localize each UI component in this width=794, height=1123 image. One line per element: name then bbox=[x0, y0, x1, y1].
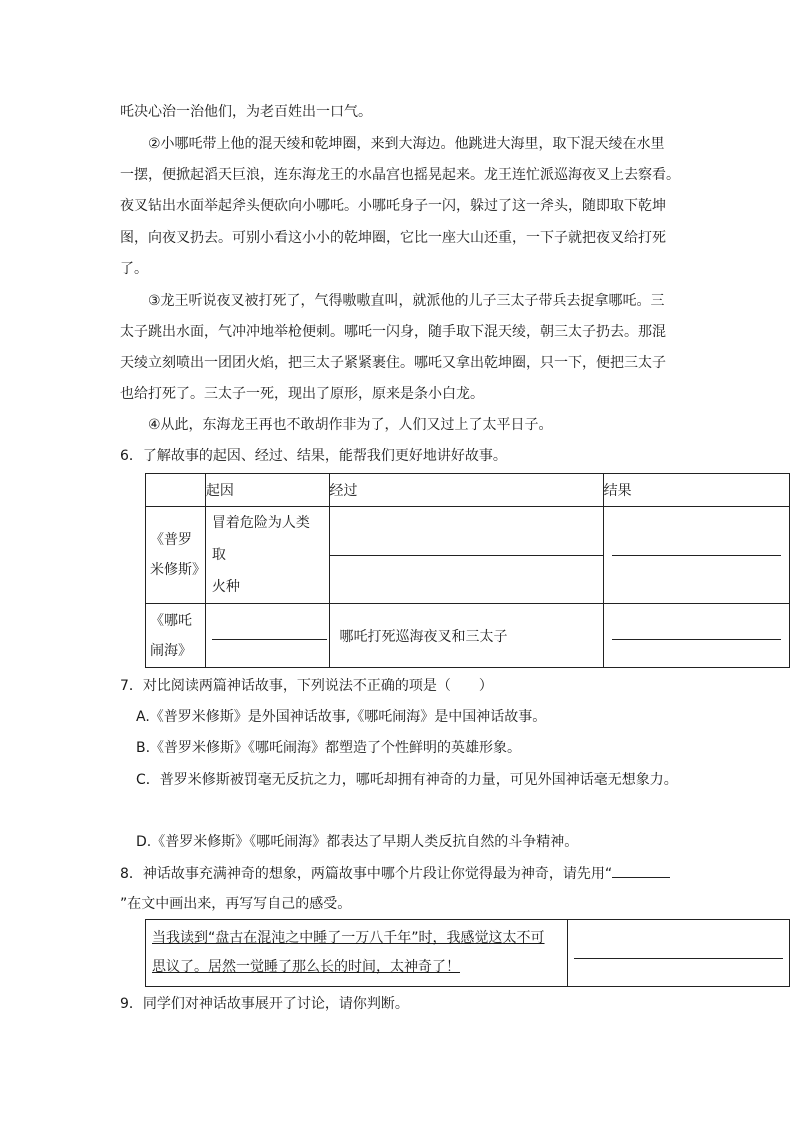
answer-blank[interactable] bbox=[574, 958, 783, 959]
question-7-prompt: 7．对比阅读两篇神话故事，下列说法不正确的项是（ ） bbox=[120, 678, 493, 694]
row-label-line: 闹海》 bbox=[150, 642, 192, 659]
example-answer-cell bbox=[146, 920, 568, 987]
table-header-cause: 起因 bbox=[205, 474, 329, 507]
question-8-prompt bbox=[120, 863, 670, 884]
passage-line: ②小哪吒带上他的混天绫和乾坤圈，来到大海边。他跳进大海里，取下混天绫在水里 bbox=[148, 136, 665, 152]
option-b[interactable]: B.《普罗米修斯》《哪吒闹海》都塑造了个性鲜明的英雄形象。 bbox=[136, 740, 522, 756]
passage-line: 夜叉钻出水面举起斧头便砍向小哪吒。小哪吒身子一闪，躲过了这一斧头，随即取下乾坤 bbox=[120, 198, 666, 214]
table-header-cell bbox=[146, 474, 206, 507]
example-answer-line: 当我读到“盘古在混沌之中睡了一万八千年”时，我感觉这太不可 bbox=[152, 930, 545, 946]
example-answer-line: 思议了。居然一觉睡了那么长的时间，太神奇了！ bbox=[152, 959, 460, 975]
answer-blank[interactable] bbox=[212, 639, 327, 640]
passage-line: 天绫立刻喷出一团团火焰，把三太子紧紧裹住。哪吒又拿出乾坤圈，只一下，便把三太子 bbox=[120, 355, 666, 371]
question-6-prompt: 6．了解故事的起因、经过、结果，能帮我们更好地讲好故事。 bbox=[120, 448, 507, 464]
answer-blank[interactable] bbox=[330, 555, 603, 556]
question-8-text: 8．神话故事充满神奇的想象，两篇故事中哪个片段让你觉得最为神奇，请先用“ bbox=[120, 866, 613, 882]
passage-line: 也给打死了。三太子一死，现出了原形，原来是条小白龙。 bbox=[120, 386, 484, 402]
passage-line: ④从此，东海龙王再也不敢胡作非为了，人们又过上了太平日子。 bbox=[148, 417, 553, 433]
passage-line: 图，向夜叉扔去。可别小看这小小的乾坤圈，它比一座大山还重，一下子就把夜叉给打死 bbox=[120, 230, 666, 246]
passage-line: 了。 bbox=[120, 261, 148, 277]
question-9-prompt: 9．同学们对神话故事展开了讨论，请你判断。 bbox=[120, 996, 409, 1012]
cause-cell bbox=[205, 507, 329, 604]
row-label-line: 米修斯》 bbox=[150, 562, 206, 578]
cause-text-line: 冒着危险为人类取 bbox=[211, 515, 310, 563]
process-cell: 哪吒打死巡海夜叉和三太子 bbox=[329, 604, 603, 668]
cause-cell[interactable] bbox=[205, 604, 329, 668]
result-cell[interactable] bbox=[603, 507, 789, 604]
process-cell[interactable] bbox=[329, 507, 603, 604]
result-cell[interactable] bbox=[603, 604, 789, 668]
passage-line: 吒决心治一治他们，为老百姓出一口气。 bbox=[120, 104, 372, 120]
option-d[interactable]: D.《普罗米修斯》《哪吒闹海》都表达了早期人类反抗自然的斗争精神。 bbox=[136, 834, 579, 850]
answer-blank[interactable] bbox=[612, 639, 781, 640]
row-label-nezha bbox=[146, 604, 206, 668]
feelings-table bbox=[145, 919, 790, 987]
row-label-line: 《哪吒 bbox=[150, 612, 192, 629]
cause-text-line: 火种 bbox=[211, 579, 240, 595]
story-structure-table bbox=[145, 473, 790, 668]
underline-mark-blank bbox=[612, 863, 670, 878]
row-label-prometheus bbox=[146, 507, 206, 604]
answer-blank[interactable] bbox=[612, 555, 781, 556]
passage-line: ③龙王听说夜叉被打死了，气得嗷嗷直叫，就派他的儿子三太子带兵去捉拿哪吒。三 bbox=[148, 293, 665, 309]
question-8-prompt-cont: ”在文中画出来，再写写自己的感受。 bbox=[120, 896, 352, 912]
passage-line: 一摆，便掀起滔天巨浪，连东海龙王的水晶宫也摇晃起来。龙王连忙派巡海夜叉上去察看。 bbox=[120, 167, 680, 183]
table-header-process: 经过 bbox=[329, 474, 603, 507]
option-a[interactable]: A.《普罗米修斯》是外国神话故事,《哪吒闹海》是中国神话故事。 bbox=[136, 709, 547, 725]
row-label-line: 《普罗 bbox=[150, 532, 192, 548]
student-answer-cell[interactable] bbox=[568, 920, 790, 987]
passage-line: 太子跳出水面，气冲冲地举枪便刺。哪吒一闪身，随手取下混天绫，朝三太子扔去。那混 bbox=[120, 324, 666, 340]
table-header-result: 结果 bbox=[603, 474, 789, 507]
option-c[interactable]: C．普罗米修斯被罚毫无反抗之力，哪吒却拥有神奇的力量，可见外国神话毫无想象力。 bbox=[136, 772, 678, 788]
